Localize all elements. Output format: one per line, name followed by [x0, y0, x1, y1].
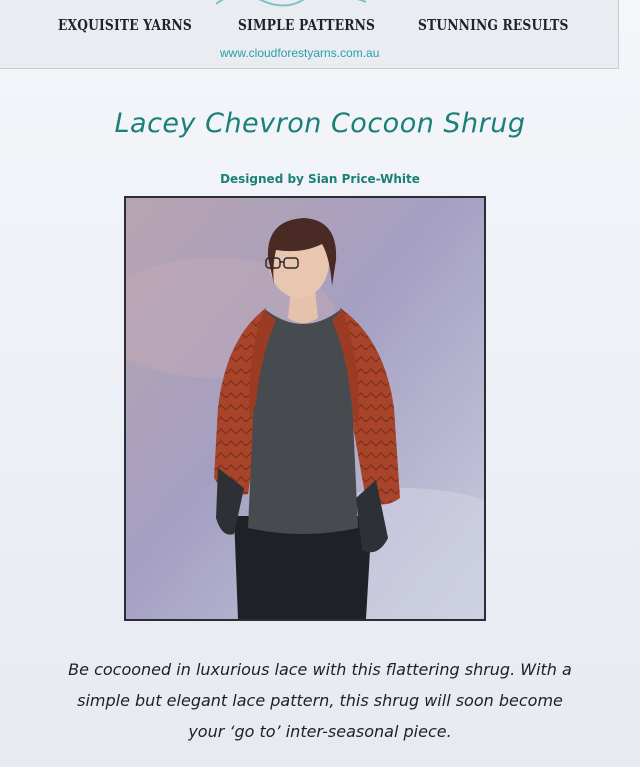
designer-credit: Designed by Sian Price-White: [220, 172, 420, 186]
tagline-exquisite-yarns: EXQUISITE YARNS: [58, 16, 192, 34]
model-wearing-shrug-photo: [124, 196, 486, 621]
cloud-forest-logo-icon: [206, 0, 386, 12]
description-line: simple but elegant lace pattern, this shrug will soon become: [77, 691, 563, 710]
pattern-title: Lacey Chevron Cocoon Shrug: [114, 108, 526, 139]
tagline-stunning-results: STUNNING RESULTS: [418, 16, 569, 34]
description-line: Be cocooned in luxurious lace with this flattering shrug. With a: [68, 660, 572, 679]
pattern-description: [0, 654, 640, 747]
header-banner: [0, 0, 619, 69]
photo-illustration: [126, 198, 484, 619]
description-line: your ‘go to’ inter-seasonal piece.: [188, 722, 452, 741]
tagline-simple-patterns: SIMPLE PATTERNS: [238, 16, 376, 34]
website-link[interactable]: www.cloudforestyarns.com.au: [220, 46, 380, 60]
